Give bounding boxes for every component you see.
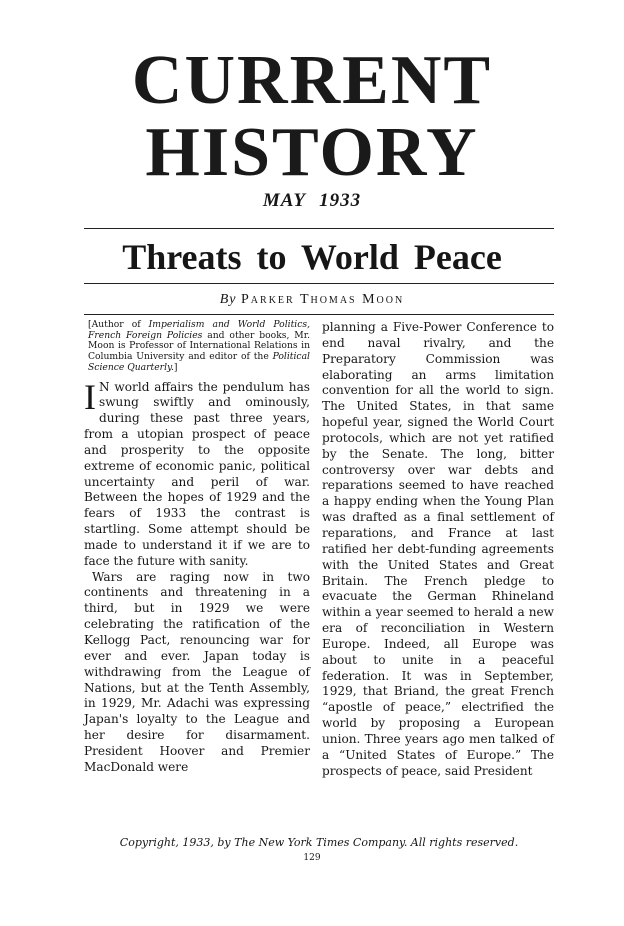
note-text-2: and other books, Mr. Moon is Professor of International Relations in Columbia University and editor of the	[88, 329, 310, 363]
column-left	[84, 320, 310, 776]
note-journal: Political Science Quarterly.	[88, 351, 310, 373]
masthead-current: CURRENT	[131, 42, 493, 119]
lead-smallcap: N	[99, 379, 110, 394]
copyright-notice: Copyright, 1933, by The New York Times Company. All rights reserved.	[119, 836, 519, 849]
issue-date: MAY 1933	[262, 190, 362, 211]
paragraph-2: Wars are raging now in two continents and threatening in a third, but in 1929 we were celebrating the ratification of the Kellogg Pact, renouncing war for ever and ever. Japan today is withdrawing from the League of Nations, but at the Tenth Assembly, in 1929, Mr. Adachi was expressing Japan's loyalty to the League and her desire for disarmament. President Hoover and Premier MacDonald were	[84, 569, 310, 774]
divider-byline	[84, 314, 554, 315]
page-number: 129	[303, 853, 321, 863]
editor-note	[84, 320, 310, 374]
byline-by: By	[219, 292, 237, 307]
byline-author: Parker Thomas Moon	[241, 292, 405, 307]
paragraph-continued: planning a Five-Power Conference to end naval rivalry, and the Preparatory Commission was elaborating an arms limitation convention for all the world to sign. The United States, in that same hopeful year, signed the World Court protocols, which are not yet ratified by the Senate. The long, bitter controversy over war debts and reparations seemed to have reached a happy ending when the Young Plan was drafted as a final settlement of reparations, and France at last ratified her debt-funding agreements with the United States and Great Britain. The French pledge to evacuate the German Rhineland within a year seemed to herald a new era of reconciliation in Western Europe. Indeed, all Europe was about to unite in a peaceful federation. It was in September, 1929, that Briand, the great French “apostle of peace,” electrified the world by proposing a European union. Three years ago men talked of a “United States of Europe.” The prospects of peace, said President	[322, 320, 554, 778]
article-title: Threats to World Peace	[122, 237, 502, 277]
lead-text: world affairs the pendulum has swung swiftly and ominously, during these past three years, from a utopian prospect of peace and prosperity to the opposite extreme of economic panic, political uncertainty and peril of war. Between the hopes of 1929 and the fears of 1933 the contrast is startling. Some attempt should be made to understand it if we are to face the future with sanity.	[84, 379, 310, 568]
divider-top	[84, 228, 554, 229]
drop-cap: I	[84, 376, 96, 417]
lead-paragraph	[84, 376, 310, 570]
column-right	[322, 320, 554, 779]
byline	[0, 292, 624, 308]
note-books: Imperialism and World Politics, French Foreign Policies	[88, 319, 310, 341]
note-text-3: ]	[173, 361, 178, 373]
divider-title	[84, 283, 554, 284]
masthead-history: HISTORY	[145, 114, 479, 191]
note-text-1: [Author of	[88, 319, 149, 330]
